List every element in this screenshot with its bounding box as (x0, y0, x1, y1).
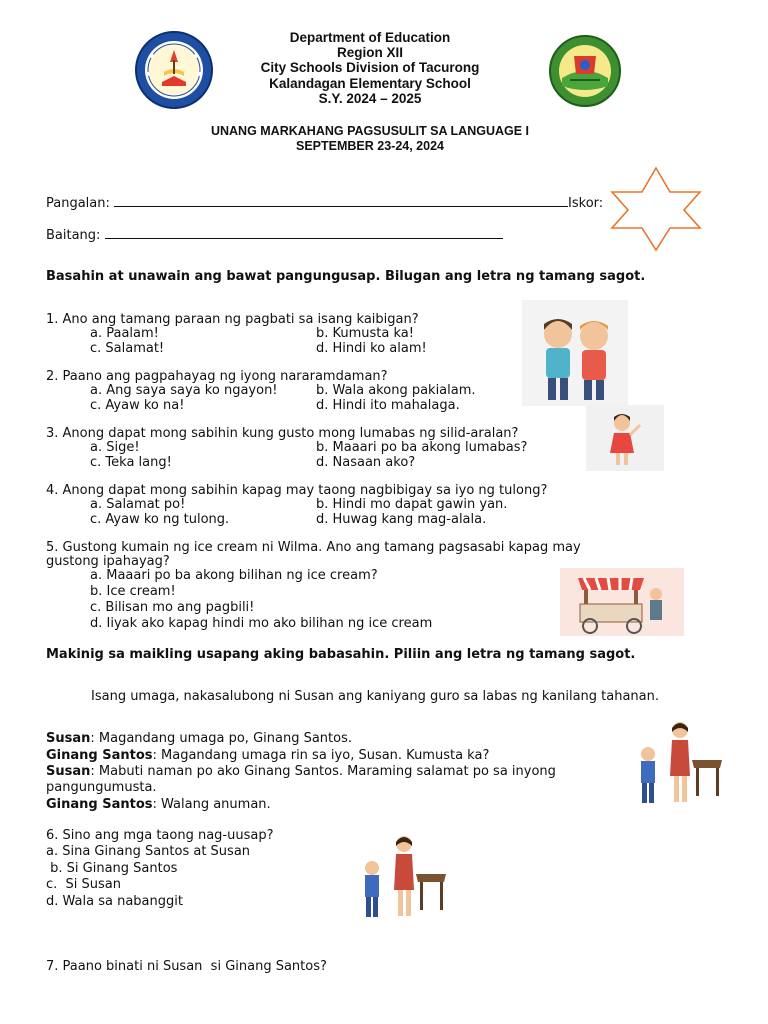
dialogue-line-3-continued: pangungumusta. (46, 780, 157, 795)
q2-option-a[interactable]: a. Ang saya saya ko ngayon! (90, 383, 278, 398)
q3-option-c[interactable]: c. Teka lang! (90, 455, 172, 470)
q3-option-b[interactable]: b. Maaari po ba akong lumabas? (316, 440, 528, 455)
q1-option-b[interactable]: b. Kumusta ka! (316, 326, 414, 341)
q6-option-a[interactable]: a. Sina Ginang Santos at Susan (46, 844, 251, 859)
q2-option-c[interactable]: c. Ayaw ko na! (90, 398, 185, 413)
story-intro: Isang umaga, nakasalubong ni Susan ang kaniyang guro sa labas ng kanilang tahanan. (91, 689, 660, 704)
exam-date: SEPTEMBER 23-24, 2024 (296, 139, 444, 153)
score-star-icon (608, 166, 704, 252)
q4-option-c[interactable]: c. Ayaw ko ng tulong. (90, 512, 230, 527)
question-3: 3. Anong dapat mong sabihin kung gusto mong lumabas ng silid-aralan? (46, 426, 519, 441)
header-line-school: Kalandagan Elementary School (269, 75, 471, 91)
dialogue-line-3: Susan: Mabuti naman po ako Ginang Santos. Maraming salamat po sa inyong (46, 764, 556, 779)
exam-title-block (0, 124, 740, 154)
q2-option-b[interactable]: b. Wala akong pakialam. (316, 383, 476, 398)
q5-option-c[interactable]: c. Bilisan mo ang pagbili! (90, 600, 255, 615)
q6-option-b[interactable]: b. Si Ginang Santos (46, 861, 178, 876)
q3-option-d[interactable]: d. Nasaan ako? (316, 455, 416, 470)
q6-option-d[interactable]: d. Wala sa nabanggit (46, 894, 183, 909)
question-1: 1. Ano ang tamang paraan ng pagbati sa isang kaibigan? (46, 312, 419, 327)
ice-cream-cart-illustration (560, 568, 684, 636)
q5-option-a[interactable]: a. Maaari po ba akong bilihan ng ice cream? (90, 568, 378, 583)
exam-title: UNANG MARKAHANG PAGSUSULIT SA LANGUAGE I (210, 124, 530, 138)
dialogue-line-1: Susan: Magandang umaga po, Ginang Santos. (46, 731, 353, 746)
header-block (0, 30, 740, 106)
question-4: 4. Anong dapat mong sabihin kapag may taong nagbibigay sa iyo ng tulong? (46, 483, 548, 498)
question-5-line2: gustong ipahayag? (46, 554, 170, 569)
name-label: Pangalan: (46, 196, 110, 211)
two-boys-greeting-illustration (522, 300, 628, 406)
header-line-division: City Schools Division of Tacurong (260, 60, 480, 76)
q2-option-d[interactable]: d. Hindi ito mahalaga. (316, 398, 460, 413)
header-line-school-year: S.Y. 2024 – 2025 (318, 90, 422, 106)
q4-option-b[interactable]: b. Hindi mo dapat gawin yan. (316, 497, 508, 512)
q1-option-a[interactable]: a. Paalam! (90, 326, 159, 341)
dialogue-line-2: Ginang Santos: Magandang umaga rin sa iyo, Susan. Kumusta ka? (46, 748, 490, 763)
q4-option-a[interactable]: a. Salamat po! (90, 497, 186, 512)
question-2: 2. Paano ang pagpahayag ng iyong nararamdaman? (46, 369, 388, 384)
q5-option-d[interactable]: d. Iiyak ako kapag hindi mo ako bilihan ng ice cream (90, 616, 433, 631)
q4-option-d[interactable]: d. Huwag kang mag-alala. (316, 512, 487, 527)
score-label: Iskor: (568, 196, 604, 211)
q1-option-d[interactable]: d. Hindi ko alam! (316, 341, 427, 356)
question-5-line1: 5. Gustong kumain ng ice cream ni Wilma. Ano ang tamang pagsasabi kapag may (46, 540, 581, 555)
q6-option-c[interactable]: c. Si Susan (46, 877, 122, 892)
header-line-deped: Department of Education (289, 30, 451, 45)
question-6: 6. Sino ang mga taong nag-uusap? (46, 828, 274, 843)
header-line-region: Region XII (336, 45, 403, 61)
grade-field (46, 227, 503, 244)
teacher-and-student-illustration-2 (356, 832, 450, 924)
name-field (46, 195, 603, 212)
grade-label: Baitang: (46, 228, 101, 243)
dialogue-line-4: Ginang Santos: Walang anuman. (46, 797, 271, 812)
teacher-and-student-illustration (632, 718, 726, 810)
girl-raising-hand-illustration (586, 405, 664, 471)
section2-instruction: Makinig sa maikling usapang aking babasahin. Piliin ang letra ng tamang sagot. (46, 647, 636, 662)
section1-instruction: Basahin at unawain ang bawat pangungusap. Bilugan ang letra ng tamang sagot. (46, 269, 646, 284)
grade-blank[interactable] (105, 227, 503, 239)
name-blank[interactable] (114, 195, 568, 207)
q1-option-c[interactable]: c. Salamat! (90, 341, 165, 356)
q3-option-a[interactable]: a. Sige! (90, 440, 140, 455)
q5-option-b[interactable]: b. Ice cream! (90, 584, 176, 599)
question-7: 7. Paano binati ni Susan si Ginang Santos? (46, 959, 327, 974)
